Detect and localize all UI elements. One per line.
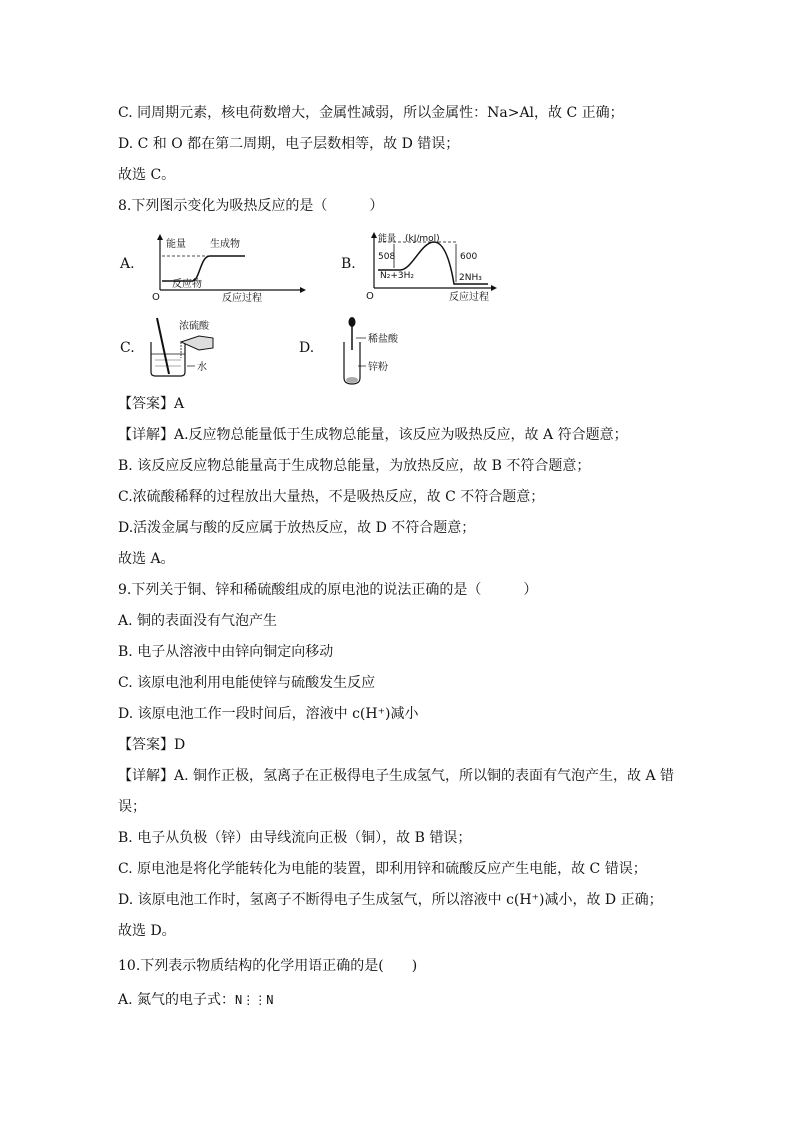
option-9c: C. 该原电池利用电能使锌与硫酸发生反应: [118, 675, 376, 691]
detail-8d: D.活泼金属与酸的反应属于放热反应，故 D 不符合题意；: [118, 520, 476, 536]
figB-xlabel: 反应过程: [449, 292, 489, 303]
figB-value-508: 508: [378, 252, 396, 262]
detail-9c: C. 原电池是将化学能转化为电能的装置，即利用锌和硫酸反应产生电能，故 C 错误；: [118, 861, 647, 877]
figD-label-acid: 稀盐酸: [368, 334, 398, 345]
figD-label-zinc: 锌粉: [368, 362, 388, 373]
figB-reactant: N₂+3H₂: [380, 271, 414, 281]
figA-xlabel: 反应过程: [222, 293, 262, 304]
detail-9d: D. 该原电池工作时，氢离子不断得电子生成氢气，所以溶液中 c(H⁺)减小，故 D 正确；: [118, 892, 663, 908]
figB-ylabel: 能量 (kJ/mol): [378, 234, 440, 244]
detail-9b: B. 电子从负极（锌）由导线流向正极（铜），故 B 错误；: [118, 830, 472, 846]
question-8: 8.下列图示变化为吸热反应的是（ ）: [118, 198, 384, 214]
question-10: 10.下列表示物质结构的化学用语正确的是( ): [118, 958, 418, 974]
option-10a-label: A. 氮气的电子式：: [118, 992, 236, 1008]
figC-label-acid: 浓硫酸: [179, 321, 209, 332]
figA-product: 生成物: [210, 239, 240, 250]
select-8: 故选 A。: [118, 551, 175, 567]
figure-c-beaker: [143, 314, 258, 378]
question-9: 9.下列关于铜、锌和稀硫酸组成的原电池的说法正确的是（ ）: [118, 582, 538, 598]
option-c-label: C.: [120, 340, 135, 356]
answer-8: 【答案】A: [118, 396, 185, 412]
energy-diagram-a: [150, 232, 310, 304]
option-d-label: D.: [299, 340, 315, 356]
detail-8a: 【详解】A.反应物总能量低于生成物总能量，该反应为吸热反应，故 A 符合题意；: [118, 427, 628, 443]
option-9d: D. 该原电池工作一段时间后，溶液中 c(H⁺)减小: [118, 706, 419, 722]
text-line: 故选 C。: [118, 167, 176, 183]
figB-origin: O: [366, 291, 374, 302]
figC-label-water: 水: [197, 362, 207, 373]
energy-diagram-b: [366, 230, 506, 304]
detail-8b: B. 该反应反应物总能量高于生成物总能量，为放热反应，故 B 不符合题意；: [118, 458, 591, 474]
figB-product: 2NH₃: [459, 273, 482, 283]
text-line: D. C 和 O 都在第二周期，电子层数相等，故 D 错误；: [118, 136, 460, 152]
detail-9a-cont: 误；: [118, 799, 146, 815]
detail-8c: C.浓硫酸稀释的过程放出大量热，不是吸热反应，故 C 不符合题意；: [118, 489, 545, 505]
figA-ylabel: 能量: [166, 239, 186, 250]
figA-reactant: 反应物: [172, 279, 202, 290]
answer-9: 【答案】D: [118, 737, 186, 753]
detail-9a: 【详解】A. 铜作正极，氢离子在正极得电子生成氢气，所以铜的表面有气泡产生，故 A 错: [118, 768, 675, 784]
option-b-label: B.: [341, 256, 356, 272]
option-9a: A. 铜的表面没有气泡产生: [118, 613, 278, 629]
figure-d-test-tube: [336, 314, 416, 386]
select-9: 故选 D。: [118, 923, 176, 939]
figA-origin: O: [152, 292, 160, 303]
text-line: C. 同周期元素，核电荷数增大，金属性减弱，所以金属性：Na>Al，故 C 正确；: [118, 105, 624, 121]
option-10a: [118, 990, 273, 1010]
option-a-label: A.: [120, 256, 135, 272]
nitrogen-electron-formula: N⋮⋮N: [235, 993, 274, 1007]
figB-value-600: 600: [460, 252, 478, 262]
option-9b: B. 电子从溶液中由锌向铜定向移动: [118, 644, 334, 660]
